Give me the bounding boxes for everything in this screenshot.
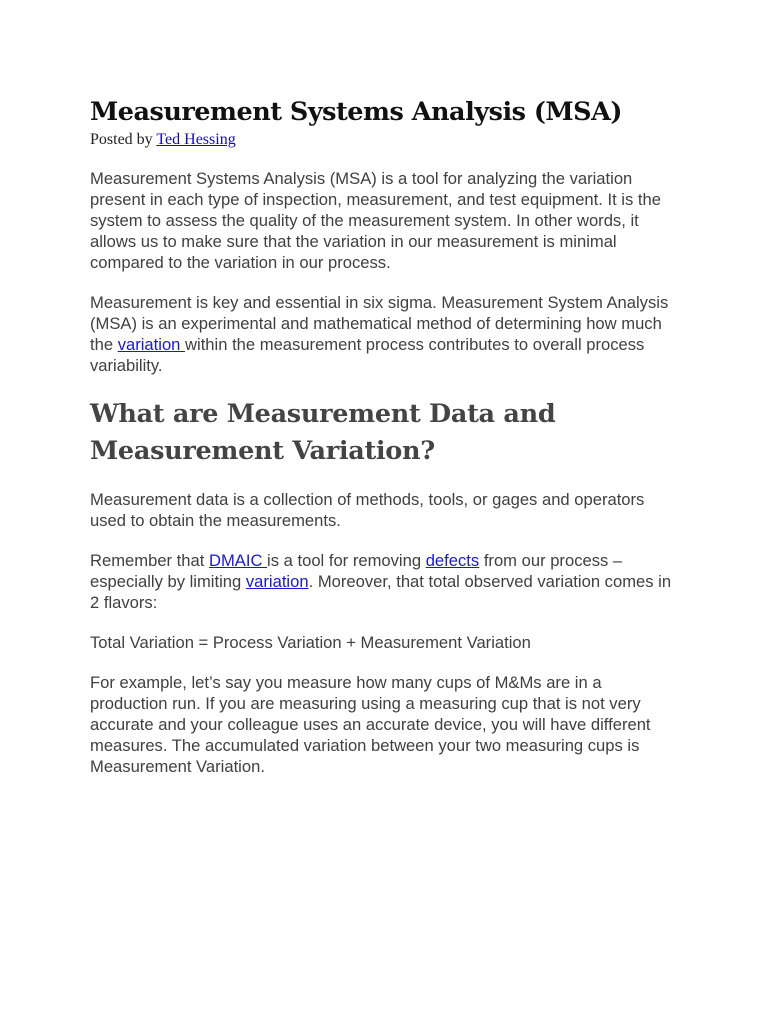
paragraph-text: Remember that: [90, 551, 209, 570]
byline: [90, 130, 680, 150]
measurement-data-paragraph: Measurement data is a collection of methods, tools, or gages and operators used to obtain the measurements.: [90, 490, 645, 530]
author-link[interactable]: Ted Hessing: [156, 131, 236, 148]
page-title: Measurement Systems Analysis (MSA): [90, 97, 622, 127]
intro-paragraph: Measurement Systems Analysis (MSA) is a tool for analyzing the variation present in each type of inspection, measurement, and test equipment. It is the system to assess the quality of the measurement system. In other words, it allows us to make sure that the variation in our measurement is minimal compared to the variation in our process.: [90, 169, 661, 272]
formula-paragraph: Total Variation = Process Variation + Measurement Variation: [90, 633, 531, 652]
document-page: [90, 94, 680, 796]
defects-link[interactable]: defects: [425, 551, 480, 570]
paragraph-text: . Moreover, that total observed variation comes in 2 flavors:: [90, 572, 672, 612]
paragraph-text: within the measurement process contributes to overall process variability.: [90, 335, 645, 375]
variation-link[interactable]: variation: [117, 335, 186, 354]
variation-link-2[interactable]: variation: [245, 572, 309, 591]
paragraph-text: is a tool for removing: [267, 551, 426, 570]
msa-definition-paragraph: [90, 292, 680, 376]
paragraph-text: Measurement is key and essential in six sigma. Measurement System Analysis (MSA) is an experimental and mathematical method of determining how much the: [90, 293, 669, 354]
dmaic-paragraph: [90, 550, 680, 613]
dmaic-link[interactable]: DMAIC: [208, 551, 268, 570]
byline-prefix: Posted by: [90, 131, 157, 148]
example-paragraph: For example, let’s say you measure how many cups of M&Ms are in a production run. If you are measuring using a measuring cup that is not very accurate and your colleague uses an accurate device, you will have different measures. The accumulated variation between your two measuring cups is Measurement Variation.: [90, 673, 651, 776]
paragraph-text: from our process – especially by limiting: [90, 551, 623, 591]
section-heading: What are Measurement Data and Measurement Variation?: [90, 399, 556, 466]
